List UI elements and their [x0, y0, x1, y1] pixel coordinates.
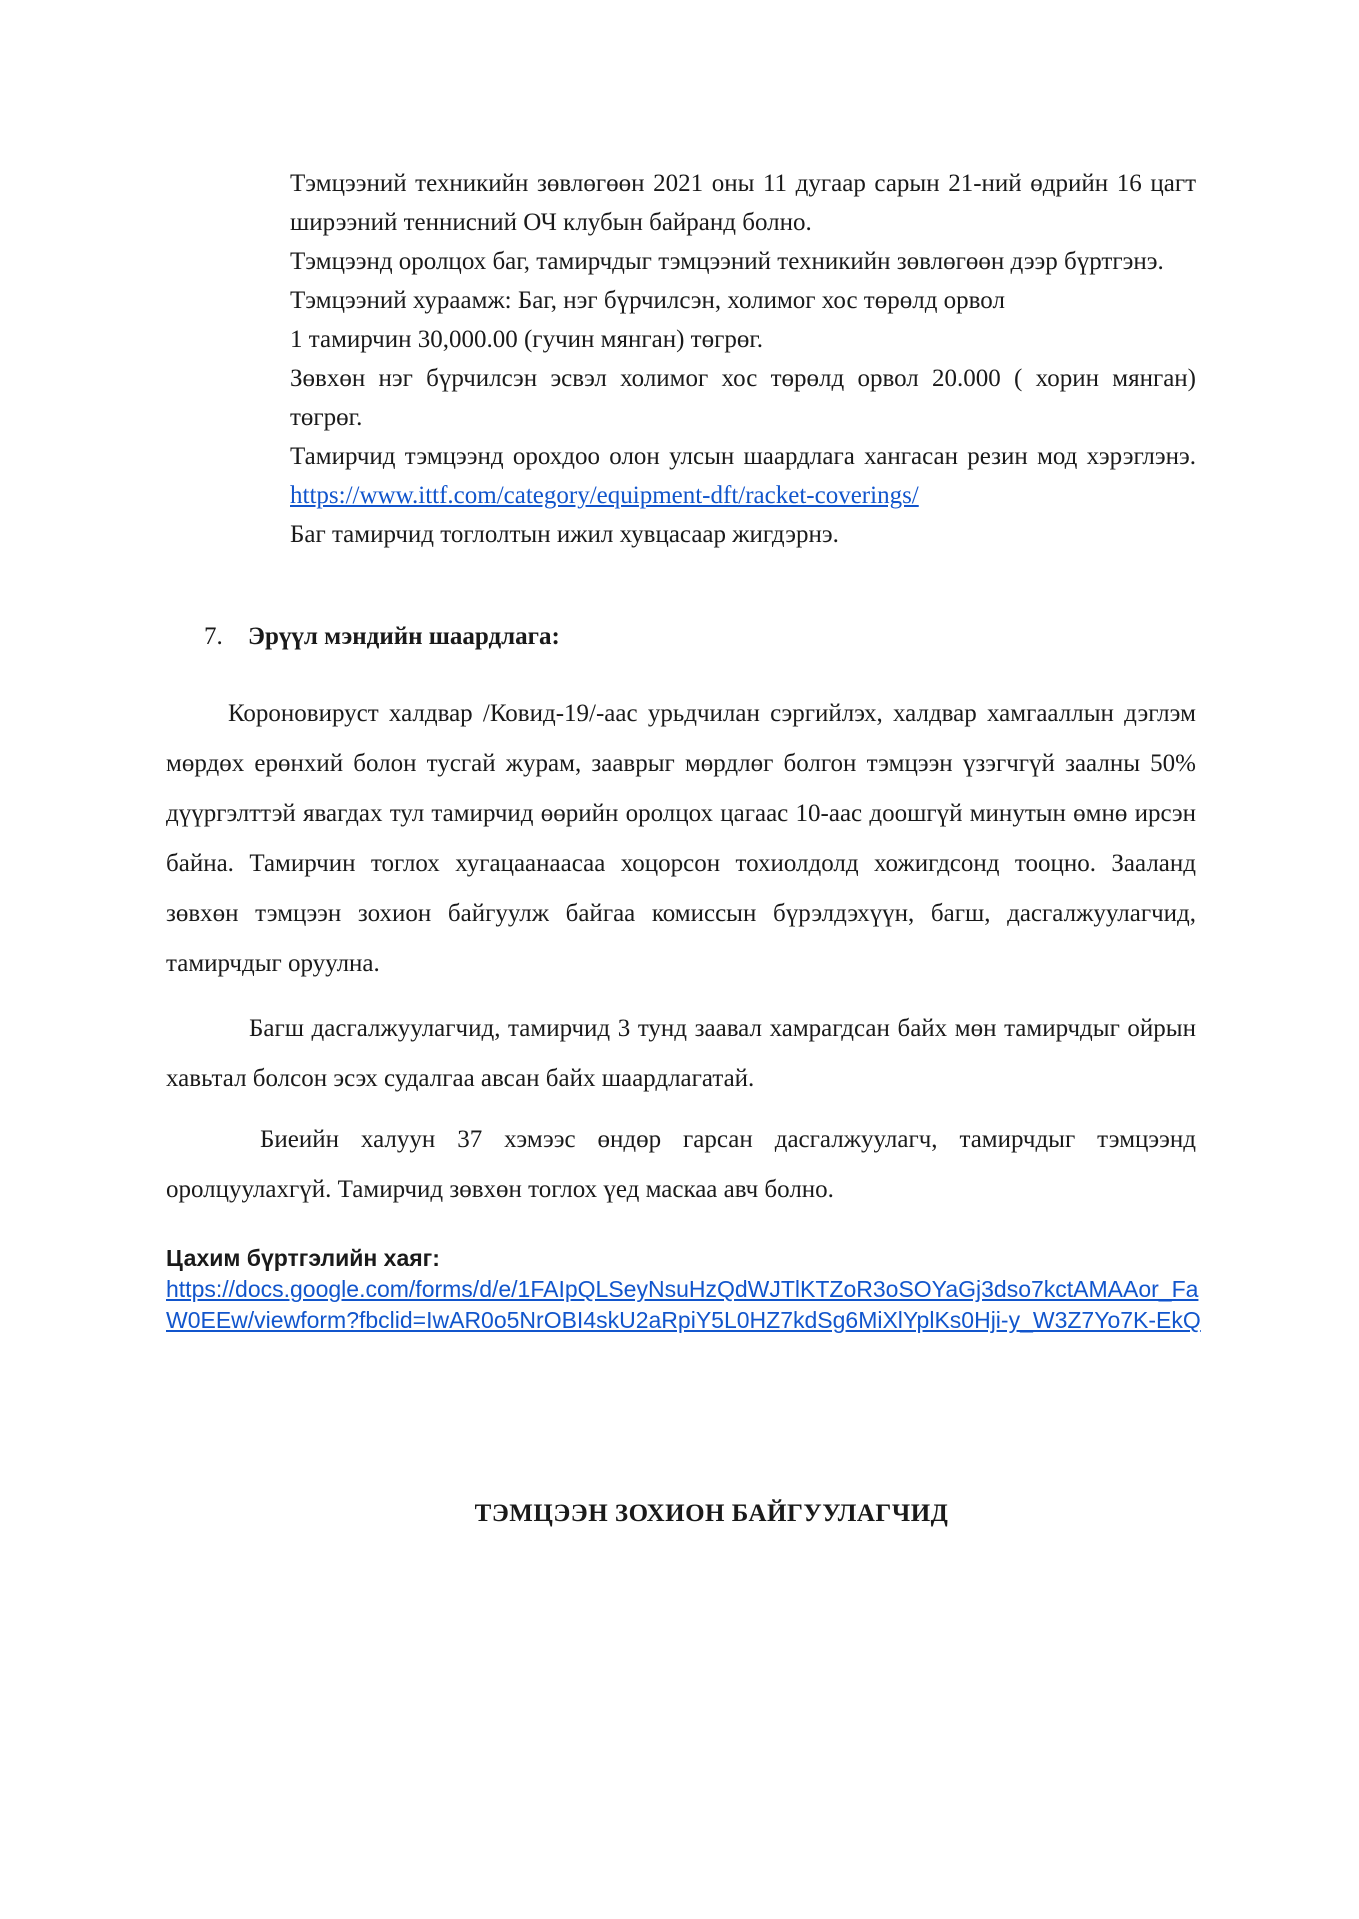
uniform-paragraph: Баг тамирчид тоглолтын ижил хувцасаар жигдэрнэ. — [290, 521, 839, 548]
fee-paragraph: Тэмцээний хураамж: Баг, нэг бүрчилсэн, холимог хос төрөлд орвол — [290, 287, 1005, 314]
section-7-heading — [204, 617, 560, 656]
health-paragraph-3 — [166, 1115, 1196, 1215]
covid-rules-text: Короновируст халдвар /Ковид-19/-аас урьдчилан сэргийлэх, халдвар хамгааллын дэглэм мөрдөх ерөнхий болон тусгай журам, зааврыг мөрдлөг болгон тэмцээн үзэгчгүй заалны 50% дүүргэлттэй явагдах тул тамирчид өөрийн оролцох цагаас 10-аас доошгүй минутын өмнө ирсэн байна. Тамирчин тоглох хугацаанаасаа хоцорсон тохиолдолд хожигдсонд тооцно. Зааланд зөвхөн тэмцээн зохион байгуулж байгаа комиссын бүрэлдэхүүн, багш, дасгалжуулагчид, тамирчдыг оруулна. — [166, 700, 1196, 977]
health-paragraph-2 — [166, 1004, 1196, 1104]
signature-text: ТЭМЦЭЭН ЗОХИОН БАЙГУУЛАГЧИД — [474, 1500, 949, 1527]
competition-rules-block — [290, 164, 1196, 554]
fee-amount-paragraph: 1 тамирчин 30,000.00 (гучин мянган) төгрөг. — [290, 326, 764, 353]
technical-meeting-paragraph: Тэмцээний техникийн зөвлөгөөн 2021 оны 11 дугаар сарын 21-ний өдрийн 16 цагт ширээний теннисний ОЧ клубын байранд болно. — [290, 170, 1196, 236]
registration-form-link[interactable]: https://docs.google.com/forms/d/e/1FAIpQLSeyNsuHzQdWJTlKTZoR3oSOYaGj3dso7kctAMAAor_FaW0EEw/viewform?fbclid=IwAR0o5NrOBI4skU2aRpiY5L0HZ7kdSg6MiXlYplKs0Hji-y_W3Z7Yo7K-EkQ — [166, 1276, 1201, 1333]
registration-paragraph: Тэмцээнд оролцох баг, тамирчдыг тэмцээний техникийн зөвлөгөөн дээр бүртгэнэ. — [290, 248, 1164, 275]
vaccination-text: Багш дасгалжуулагчид, тамирчид 3 тунд заавал хамрагдсан байх мөн тамирчдыг ойрын хавьтал болсон эсэх судалгаа авсан байх шаардлагатай. — [166, 1015, 1196, 1092]
section-number: 7. — [204, 623, 223, 650]
single-fee-paragraph: Зөвхөн нэг бүрчилсэн эсвэл холимог хос төрөлд орвол 20.000 ( хорин мянган) төгрөг. — [290, 365, 1196, 431]
section-title: Эрүүл мэндийн шаардлага: — [248, 623, 560, 650]
registration-label: Цахим бүртгэлийн хаяг: — [166, 1245, 440, 1271]
equipment-paragraph — [290, 437, 1196, 515]
equipment-text: Тамирчид тэмцээнд орохдоо олон улсын шаардлага хангасан резин мод хэрэглэнэ. — [290, 443, 1196, 470]
temperature-text: Биеийн халуун 37 хэмээс өндөр гарсан дасгалжуулагч, тамирчдыг тэмцээнд оролцуулахгүй. Тамирчид зөвхөн тоглох үед маскаа авч болно. — [166, 1126, 1196, 1203]
organizers-signature — [0, 1500, 1359, 1528]
ittf-link[interactable]: https://www.ittf.com/category/equipment-dft/racket-coverings/ — [290, 482, 919, 509]
registration-block — [166, 1243, 1201, 1336]
health-paragraph-1 — [166, 689, 1196, 989]
